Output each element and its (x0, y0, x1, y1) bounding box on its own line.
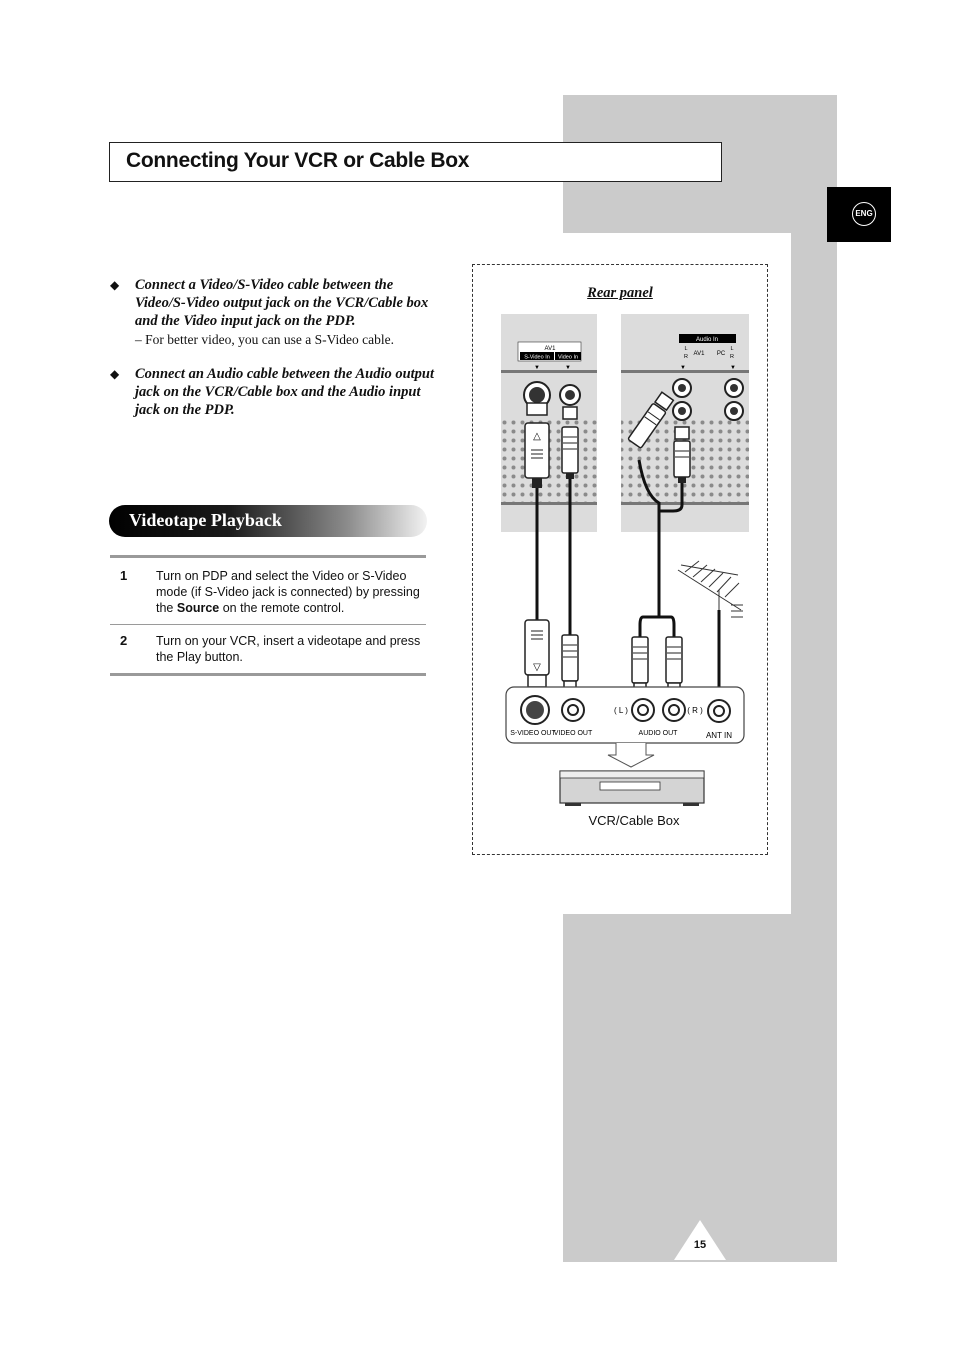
bullet-text: Connect an Audio cable between the Audio output jack on the VCR/Cable box and the Audio input jack on the PDP. (135, 366, 435, 418)
svg-text:▼: ▼ (730, 365, 736, 371)
page-number: 15 (693, 1239, 707, 1251)
diamond-bullet-icon: ◆ (110, 278, 120, 292)
rear-panel-right (621, 314, 749, 532)
section-title: Videotape Playback (129, 510, 282, 530)
title-box (109, 142, 722, 182)
instruction-bullets (110, 276, 440, 435)
ant-in-label: ANT IN (705, 731, 733, 740)
svg-text:▽: ▽ (533, 662, 541, 673)
bullet-note: – For better video, you can use a S-Video cable. (135, 332, 394, 347)
svg-text:▼: ▼ (534, 365, 540, 371)
vcr-jack-panel (506, 687, 744, 743)
svg-text:R: R (684, 354, 688, 360)
svg-text:▼: ▼ (680, 365, 686, 371)
audio-av1-label: AV1 (693, 351, 705, 357)
step-number: 1 (120, 568, 128, 583)
step-text: Turn on your VCR, insert a videotape and press the Play button. (156, 634, 421, 664)
audio-pc-label: PC (716, 351, 726, 357)
svg-text:▼: ▼ (565, 365, 571, 371)
video-in-label: Video In (557, 354, 579, 361)
audio-in-label: Audio In (695, 337, 719, 343)
av1-label: AV1 (544, 346, 556, 352)
step-row (110, 625, 426, 673)
antenna-icon (678, 561, 743, 617)
audio-right-label: ( R ) (687, 706, 703, 715)
svideo-out-label: S-VIDEO OUT (510, 730, 556, 737)
page-title: Connecting Your VCR or Cable Box (126, 149, 470, 172)
rear-panel-label: Rear panel (587, 285, 653, 301)
step-row (110, 558, 426, 625)
rear-panel-left (501, 314, 597, 532)
bullet-text: Connect a Video/S-Video cable between the Video/S-Video output jack on the VCR/Cable box and the Video input jack on the PDP. (135, 277, 429, 329)
audio-left-label: ( L ) (614, 706, 628, 715)
svg-text:△: △ (533, 431, 541, 442)
svg-text:L: L (684, 346, 688, 352)
down-arrow-icon (608, 743, 654, 767)
svg-text:L: L (730, 346, 734, 352)
bullet-item (110, 365, 440, 419)
vcr-cable-box-label: VCR/Cable Box (588, 813, 680, 828)
language-tab (827, 187, 891, 242)
section-heading-bar (109, 505, 427, 537)
audio-out-label: AUDIO OUT (638, 730, 678, 737)
svg-text:R: R (730, 354, 734, 360)
language-badge: ENG (852, 202, 876, 226)
step-text: Turn on PDP and select the Video or S-Video mode (if S-Video jack is connected) by pressing the Source on the remote control. (156, 569, 420, 615)
steps-table (110, 555, 426, 676)
svideo-in-label: S-Video In (524, 354, 550, 361)
diamond-bullet-icon: ◆ (110, 367, 120, 381)
connection-diagram (472, 264, 768, 855)
video-out-label: VIDEO OUT (553, 730, 593, 737)
step-number: 2 (120, 633, 128, 648)
vcr-box-icon (560, 771, 704, 806)
page-number-marker (674, 1220, 726, 1260)
bullet-item (110, 276, 440, 349)
wiring-illustration (473, 265, 769, 856)
vcr-end-plugs (525, 620, 682, 693)
